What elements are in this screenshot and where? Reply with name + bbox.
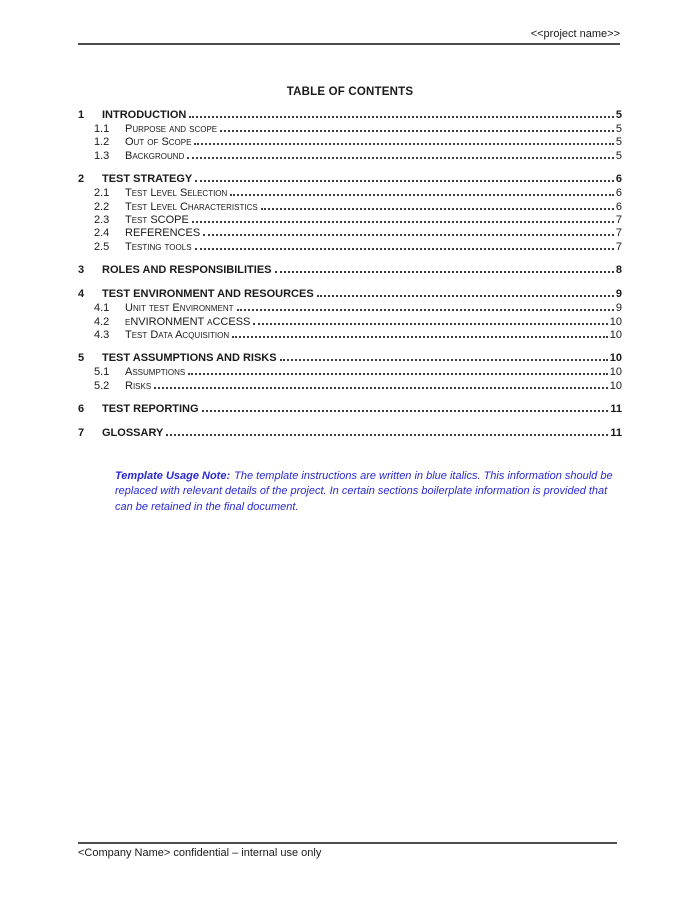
toc-entry-page: 10 (609, 315, 622, 328)
toc-entry-title: Assumptions (125, 366, 186, 379)
toc-dot-leader (154, 383, 608, 389)
toc-entry (78, 123, 622, 136)
toc-entry-number: 2.4 (94, 227, 110, 240)
toc-entry-number: 5.2 (94, 379, 110, 392)
toc-entry (78, 425, 622, 441)
toc-entry (78, 187, 622, 200)
toc-entry-title: Risks (125, 379, 152, 392)
toc-entry-page: 10 (609, 329, 622, 342)
toc-entry-page: 5 (615, 136, 622, 149)
toc-dot-leader (261, 204, 614, 210)
toc-dot-leader (253, 319, 607, 325)
toc-entry-number: 5 (78, 352, 85, 365)
toc-entry-title: GLOSSARY (102, 427, 164, 440)
toc-entry-title: INTRODUCTION (102, 109, 187, 121)
toc-entry-number: 4.1 (94, 302, 110, 315)
toc-dot-leader (187, 153, 614, 159)
toc-entry-number: 2.5 (94, 240, 110, 253)
toc-entry (78, 350, 622, 366)
toc-entry (78, 316, 622, 329)
toc-dot-leader (317, 291, 614, 297)
toc-entry (78, 227, 622, 240)
toc-dot-leader (166, 430, 608, 436)
toc-entry-page: 10 (609, 379, 622, 392)
toc-entry-title: Test Level Characteristics (125, 200, 258, 213)
toc-entry-title: TEST ENVIRONMENT AND RESOURCES (102, 288, 314, 301)
toc-entry-page: 5 (615, 123, 622, 135)
toc-entry-page: 11 (610, 427, 622, 440)
toc-dot-leader (195, 244, 614, 250)
toc-entry-number: 3 (78, 264, 85, 277)
toc-entry-page: 7 (615, 227, 622, 240)
toc-entry (78, 214, 622, 227)
toc-entry-page: 9 (615, 288, 622, 301)
toc-entry-number: 2.1 (94, 187, 110, 200)
toc-entry (78, 380, 622, 393)
toc-dot-leader (275, 267, 614, 273)
toc-entry (78, 150, 622, 163)
toc-entry-number: 4.2 (94, 315, 110, 328)
page-footer (78, 842, 617, 860)
toc-dot-leader (188, 369, 608, 375)
toc-entry-number: 2.2 (94, 200, 110, 213)
toc-entry-number: 1 (78, 109, 85, 121)
toc-entry (78, 241, 622, 254)
toc-entry-title: Background (125, 149, 185, 162)
toc-entry-page: 9 (615, 302, 622, 315)
toc-dot-leader (220, 126, 614, 132)
toc-entry (78, 201, 622, 214)
toc-entry-page: 8 (615, 264, 622, 277)
toc-entry-page: 5 (615, 149, 622, 162)
toc-entry-page: 6 (615, 173, 622, 186)
header-rule (78, 43, 620, 45)
footer-text: <Company Name> confidential – internal use only (78, 847, 322, 859)
page-header (78, 0, 620, 45)
toc-entry (78, 401, 622, 417)
toc-entry-number: 7 (78, 427, 85, 440)
toc-entry (78, 286, 622, 302)
toc-entry-title: Purpose and scope (125, 123, 218, 135)
toc-entry-number: 1.1 (94, 123, 110, 135)
toc-entry-title: Unit test Environment (125, 302, 234, 315)
toc-entry-title: TEST ASSUMPTIONS AND RISKS (102, 352, 277, 365)
toc-entry-title: Testing tools (125, 240, 192, 253)
toc-entry-page: 7 (615, 214, 622, 227)
toc-dot-leader (230, 190, 614, 196)
toc-entry-page: 10 (609, 352, 622, 365)
toc-entry-number: 1.2 (94, 136, 110, 149)
toc-entry-page: 5 (615, 109, 622, 121)
toc-entry (78, 262, 622, 278)
toc-entry-title: Test Data Acquisition (125, 329, 230, 342)
note-label: Template Usage Note: (115, 470, 231, 482)
toc-entry-number: 1.3 (94, 149, 110, 162)
toc-dot-leader (232, 332, 608, 338)
toc-dot-leader (280, 355, 608, 361)
template-usage-note (115, 469, 615, 515)
table-of-contents (78, 86, 622, 441)
toc-entry-number: 4.3 (94, 329, 110, 342)
toc-entry-number: 2 (78, 173, 85, 186)
toc-entry-title: Test SCOPE (125, 214, 189, 227)
toc-entry-number: 5.1 (94, 366, 110, 379)
toc-entry-number: 2.3 (94, 214, 110, 227)
toc-entry-title: eNVIRONMENT aCCESS (125, 315, 251, 328)
toc-dot-leader (192, 217, 614, 223)
toc-entry-page: 6 (615, 200, 622, 213)
toc-entry-page: 6 (615, 187, 622, 200)
toc-entry-title: REFERENCES (125, 227, 201, 240)
toc-entry (78, 366, 622, 379)
toc-entry (78, 107, 622, 123)
toc-entry (78, 302, 622, 315)
toc-entry (78, 329, 622, 342)
toc-entry (78, 171, 622, 187)
toc-dot-leader (194, 139, 613, 145)
toc-entry-title: ROLES AND RESPONSIBILITIES (102, 264, 272, 277)
toc-entry-number: 4 (78, 288, 85, 301)
toc-entry-number: 6 (78, 403, 85, 416)
toc-entry-title: Test Level Selection (125, 187, 228, 200)
toc-entry-title: TEST REPORTING (102, 403, 199, 416)
toc-entry-page: 11 (610, 403, 622, 416)
toc-dot-leader (202, 406, 609, 412)
toc-entry-page: 7 (615, 240, 622, 253)
toc-entry (78, 136, 622, 149)
toc-dot-leader (237, 305, 614, 311)
toc-entry-title: Out of Scope (125, 136, 192, 149)
toc-entry-page: 10 (609, 366, 622, 379)
toc-entry-title: TEST STRATEGY (102, 173, 193, 186)
toc-title: TABLE OF CONTENTS (286, 86, 414, 98)
toc-dot-leader (189, 112, 614, 118)
toc-entries (78, 107, 622, 441)
toc-dot-leader (203, 230, 614, 236)
toc-dot-leader (195, 176, 614, 182)
note-text: The template instructions are written in blue italics. This information should be replaced with relevant details of the project. In certain sections boilerplate information is provided that can be retained in the final document. (115, 470, 613, 513)
project-name: <<project name>> (530, 28, 620, 40)
